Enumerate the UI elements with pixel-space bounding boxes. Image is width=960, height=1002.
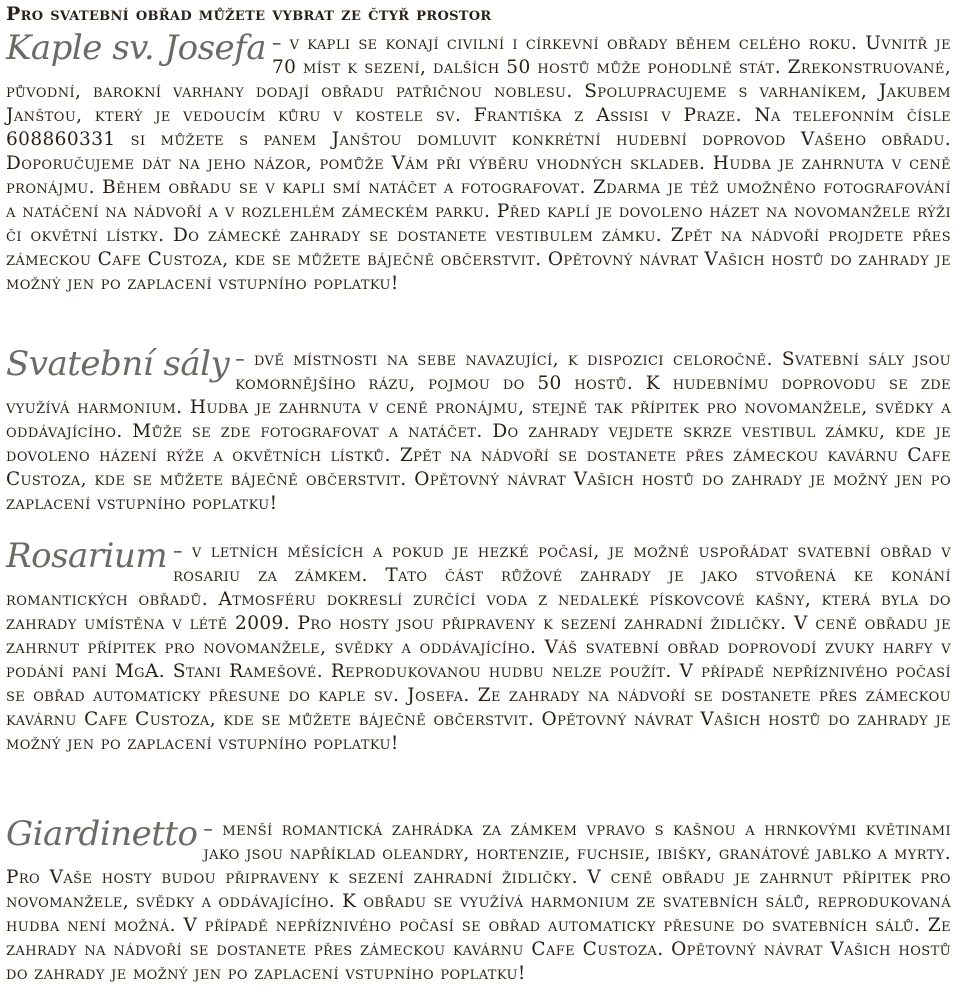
- section-rosarium: [6, 536, 951, 756]
- section-heading: Giardinetto: [6, 814, 198, 854]
- section-paragraph: [6, 536, 951, 756]
- section-heading: Kaple sv. Josefa: [6, 28, 266, 68]
- section-text: – v letních měsících a pokud je hezké počasí, je možné uspořádat svatební obřad v rosariu za zámkem. Tato část růžové zahrady je jako stvořená ke konání romantických obřadů. Atmosféru dokreslí zurčící voda z nedaleké pískovcové kašny, která byla do zahrady umístěna v létě 2009. Pro hosty jsou připraveny k sezení zahradní židličky. V ceně obřadu je zahrnut přípitek pro novomanžele, svědky a oddávajícího. Váš svatební obřad doprovodí zvuky harfy v podání paní MgA. Stani Ramešové. Reprodukovanou hudbu nelze použít. V případě nepříznivého počasí se obřad automaticky přesune do kaple sv. Josefa. Ze zahrady na nádvoří se dostanete přes zámeckou kavárnu Cafe Custoza, kde se můžete báječně občerstvit. Opětovný návrat Vašich hostů do zahrady je možný jen po zaplacení vstupního poplatku!: [6, 541, 951, 754]
- section-text: – dvě místnosti na sebe navazující, k dispozici celoročně. Svatební sály jsou komornějšího rázu, pojmou do 50 hostů. K hudebnímu doprovodu se zde využívá harmonium. Hudba je zahrnuta v ceně pronájmu, stejně tak přípitek pro novomanžele, svědky a oddávajícího. Může se zde fotografovat a natáčet. Do zahrady vejdete skrze vestibul zámku, kde je dovoleno házení rýže a okvětních lístků. Zpět na nádvoří se dostanete přes zámeckou kavárnu Cafe Custoza, kde se můžete báječně občerstvit. Opětovný návrat Vašich hostů do zahrady je možný jen po zaplacení vstupního poplatku!: [6, 349, 951, 514]
- section-giardinetto: [6, 814, 951, 986]
- section-heading: Rosarium: [6, 536, 168, 576]
- section-text: – menší romantická zahrádka za zámkem vpravo s kašnou a hrnkovými květinami jako jsou například oleandry, hortenzie, fuchsie, ibišky, granátové jablko a myrty. Pro Vaše hosty budou připraveny k sezení zahradní židličky. V ceně obřadu je zahrnut přípitek pro novomanžele, svědky a oddávajícího. K obřadu se využívá harmonium ze svatebních sálů, reprodukovaná hudba není možná. V případě nepříznivého počasí se obřad automaticky přesune do svatebních sálů. Ze zahrady na nádvoří se dostanete přes zámeckou kavárnu Cafe Custoza. Opětovný návrat Vašich hostů do zahrady je možný jen po zaplacení vstupního poplatku!: [6, 819, 951, 984]
- section-text: – v kapli se konají civilní i církevní obřady během celého roku. Uvnitř je 70 míst k sezení, dalších 50 hostů může pohodlně stát. Zrekonstruované, původní, barokní varhany dodají obřadu patřičnou noblesu. Spolupracujeme s varhaníkem, Jakubem Janštou, který je vedoucím kůru v kostele sv. Františka z Assisi v Praze. Na telefonním čísle 608860331 si můžete s panem Janštou domluvit konkrétní hudební doprovod Vašeho obřadu. Doporučujeme dát na jeho názor, pomůže Vám při výběru vhodných skladeb. Hudba je zahrnuta v ceně pronájmu. Během obřadu se v kapli smí natáčet a fotografovat. Zdarma je též umožněno fotografování a natáčení na nádvoří a v rozlehlém zámeckém parku. Před kaplí je dovoleno házet na novomanžele rýži či okvětní lístky. Do zámecké zahrady se dostanete vestibulem zámku. Zpět na nádvoří projdete přes zámeckou Cafe Custoza, kde se můžete báječně občerstvit. Opětovný návrat Vašich hostů do zahrady je možný jen po zaplacení vstupního poplatku!: [6, 33, 951, 294]
- section-paragraph: [6, 814, 951, 986]
- section-svatebni-saly: [6, 344, 951, 516]
- section-heading: Svatební sály: [6, 344, 230, 384]
- section-paragraph: [6, 28, 951, 296]
- page-title: Pro svatební obřad můžete vybrat ze čtyř prostor: [6, 3, 492, 25]
- section-kaple: [6, 28, 951, 296]
- section-paragraph: [6, 344, 951, 516]
